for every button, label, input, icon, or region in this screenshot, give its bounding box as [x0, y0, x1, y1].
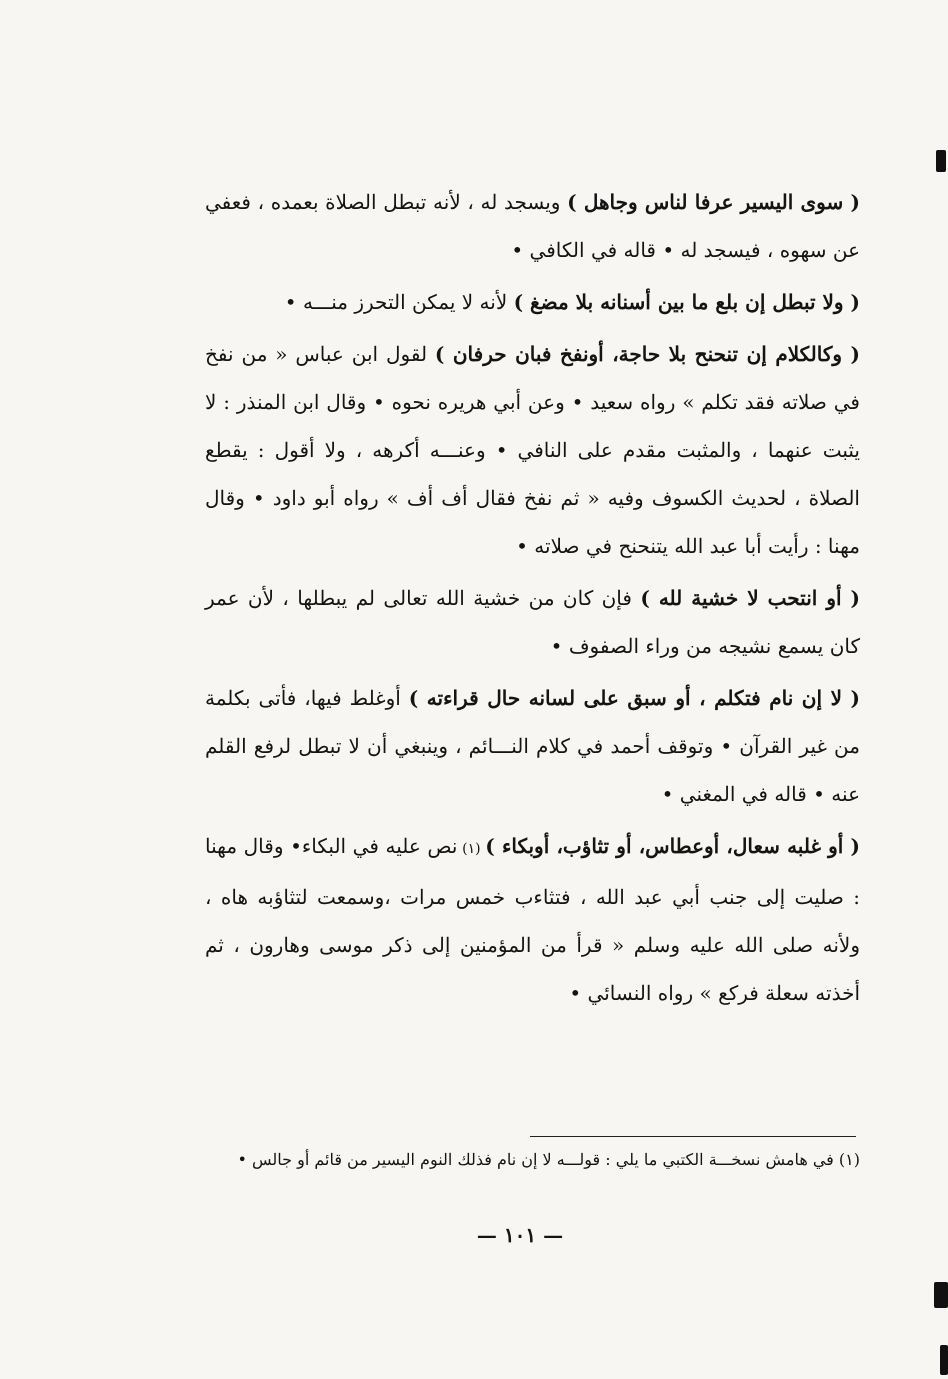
rule-text: ( ولا تبطل إن بلع ما بين أسنانه بلا مضغ ): [513, 290, 860, 314]
page-number: — ١٠١ —: [476, 1223, 564, 1247]
paragraph: [205, 330, 860, 570]
commentary-text: ويسجد له ، لأنه تبطل الصلاة بعمده ، فعفي عن سهوه ، فيسجد له • قاله في الكافي •: [205, 190, 860, 262]
scan-edge-mark: [940, 1345, 948, 1375]
rule-text: ( أو انتحب لا خشية لله ): [640, 586, 861, 610]
paragraph: [205, 574, 860, 670]
commentary-text: لقول ابن عباس « من نفخ في صلاته فقد تكلم » رواه سعيد • وعن أبي هريره نحوه • وقال ابن المنذر : لا يثبت عنهما ، والمثبت مقدم على النافي • وعنـــه أكرهه ، ولا أقول : يقطع الصلاة ، لحديث الكسوف وفيه « ثم نفخ فقال أف أف » رواه أبو داود • وقال مهنا : رأيت أبا عبد الله يتنحنح في صلاته •: [205, 342, 860, 558]
paragraph: [205, 822, 860, 1017]
rule-text: ( أو غلبه سعال، أوعطاس، أو تثاؤب، أوبكاء ): [485, 834, 860, 858]
rule-text: ( وكالكلام إن تنحنح بلا حاجة، أونفخ فبان حرفان ): [434, 342, 860, 366]
paragraph: [205, 278, 860, 326]
main-text: [205, 178, 860, 1017]
rule-text: ( لا إن نام فتكلم ، أو سبق على لسانه حال قراءته ): [408, 686, 860, 710]
paragraph: [205, 674, 860, 818]
commentary-text: نص عليه في البكاء• وقال مهنا : صليت إلى جنب أبي عبد الله ، فتثاءب خمس مرات ،وسمعت لتثاؤبه هاه ، ولأنه صلى الله عليه وسلم « قرأ من المؤمنين إلى ذكر موسى وهارون ، ثم أخذته سعلة فركع » رواه النسائي •: [205, 834, 860, 1005]
footnote-divider: [530, 1136, 856, 1137]
commentary-text: أوغلط فيها، فأتى بكلمة من غير القرآن • وتوقف أحمد في كلام النـــائم ، وينبغي أن لا تبطل لرفع القلم عنه • قاله في المغني •: [205, 686, 860, 806]
commentary-text: لأنه لا يمكن التحرز منـــه •: [284, 290, 514, 314]
paragraph: [205, 178, 860, 274]
scan-edge-mark: [934, 1282, 948, 1308]
footnote: (١) في هامش نسخـــة الكتبي ما يلي : قولـــه لا إن نام فذلك النوم اليسير من قائم أو جالس •: [237, 1150, 860, 1169]
footnote-marker: (١): [457, 841, 486, 857]
commentary-text: فإن كان من خشية الله تعالى لم يبطلها ، لأن عمر كان يسمع نشيجه من وراء الصفوف •: [205, 586, 860, 658]
scan-edge-mark: [936, 150, 946, 172]
rule-text: ( سوى اليسير عرفا لناس وجاهل ): [567, 190, 860, 214]
